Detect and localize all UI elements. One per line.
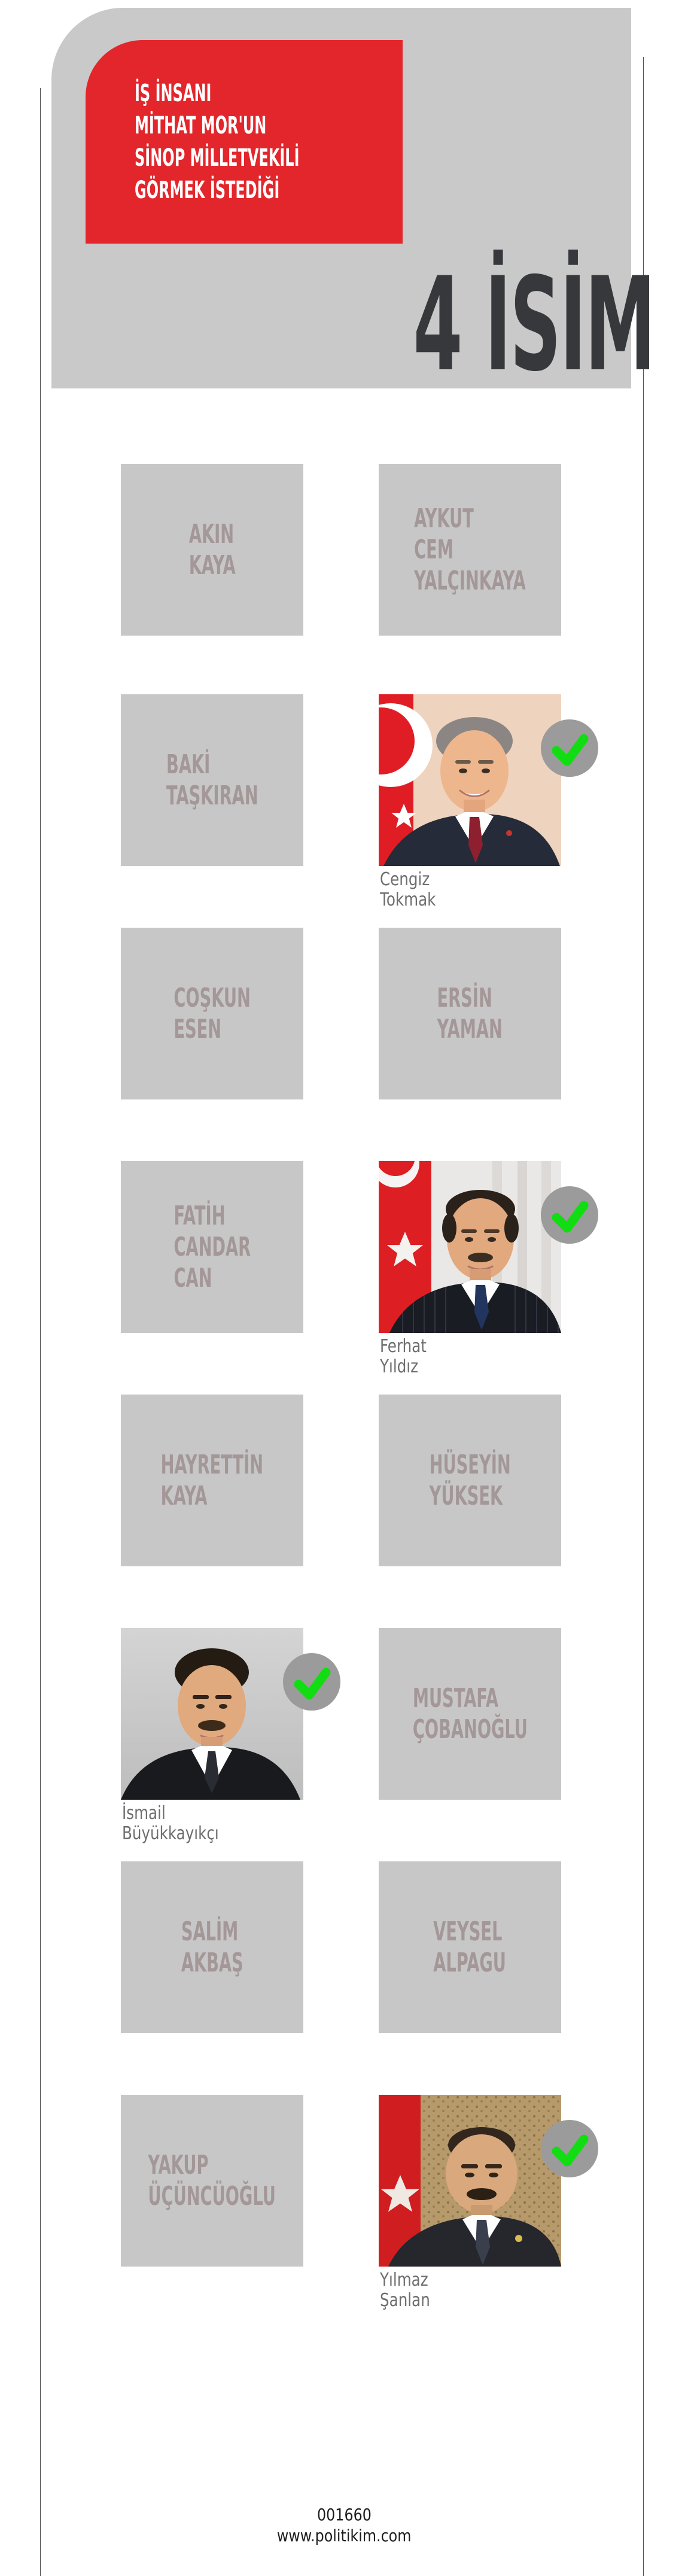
cell-yakup-ucuncuoglu bbox=[121, 2095, 303, 2267]
name-card-akin-kaya bbox=[121, 464, 303, 636]
portrait-ismail-buyukkayikci-image bbox=[121, 1628, 303, 1800]
name-line: ALPAGU bbox=[433, 1947, 507, 1978]
cell-coskun-esen bbox=[121, 928, 303, 1099]
candidate-row bbox=[0, 1628, 688, 1844]
checkmark-icon bbox=[541, 719, 598, 777]
name-line: BAKİ bbox=[166, 749, 210, 780]
approved-check-badge bbox=[283, 1653, 340, 1711]
name-line: HAYRETTİN bbox=[160, 1449, 264, 1480]
name-line: YÜKSEK bbox=[429, 1480, 503, 1511]
name-line: SALİM bbox=[181, 1916, 239, 1947]
caption-line: Yılmaz bbox=[380, 2270, 428, 2291]
cell-ferhat-yildiz bbox=[379, 1161, 561, 1377]
name-line: KAYA bbox=[160, 1480, 208, 1511]
cell-aykut-cem-yalcinkaya bbox=[379, 464, 561, 636]
intro-line: SİNOP MİLLETVEKİLİ bbox=[135, 144, 300, 172]
name-line: AKBAŞ bbox=[181, 1947, 243, 1978]
candidate-row bbox=[0, 1161, 688, 1377]
checkmark-icon bbox=[541, 2120, 598, 2177]
name-line: CANDAR bbox=[173, 1231, 251, 1262]
name-card-yakup-ucuncuoglu bbox=[121, 2095, 303, 2267]
cell-akin-kaya bbox=[121, 464, 303, 636]
cell-salim-akbas bbox=[121, 1861, 303, 2033]
intro-line: GÖRMEK İSTEDİĞİ bbox=[135, 177, 280, 204]
name-line: KAYA bbox=[188, 549, 236, 581]
name-card-aykut-cem-yalcinkaya bbox=[379, 464, 561, 636]
name-line: TAŞKIRAN bbox=[166, 780, 258, 811]
name-line: YAMAN bbox=[437, 1013, 503, 1044]
approved-check-badge bbox=[541, 719, 598, 777]
intro-line: MİTHAT MOR'UN bbox=[135, 112, 267, 139]
caption-line: Büyükkayıkçı bbox=[122, 1823, 219, 1844]
name-line: COŞKUN bbox=[173, 982, 251, 1013]
photo-ferhat-yildiz bbox=[379, 1161, 561, 1333]
name-line: ÜÇÜNCÜOĞLU bbox=[148, 2180, 276, 2212]
photo-yilmaz-sanlan bbox=[379, 2095, 561, 2267]
intro-card bbox=[86, 40, 403, 244]
name-line: ESEN bbox=[173, 1013, 221, 1044]
caption-line: Cengiz bbox=[380, 869, 430, 890]
candidate-row bbox=[0, 464, 688, 636]
name-line: ERSİN bbox=[437, 982, 493, 1013]
caption-line: Yıldız bbox=[380, 1356, 419, 1377]
name-line: YAKUP bbox=[148, 2149, 209, 2180]
candidate-row bbox=[0, 694, 688, 910]
name-card-ersin-yaman bbox=[379, 928, 561, 1099]
portrait-yilmaz-sanlan-image bbox=[379, 2095, 561, 2267]
caption-ferhat-yildiz bbox=[380, 1336, 427, 1377]
name-line: CAN bbox=[173, 1262, 212, 1293]
portrait-cengiz-tokmak-image bbox=[379, 694, 561, 866]
name-line: AKIN bbox=[188, 518, 234, 549]
name-card-mustafa-cobanoglu bbox=[379, 1628, 561, 1800]
name-card-veysel-alpagu bbox=[379, 1861, 561, 2033]
cell-ersin-yaman bbox=[379, 928, 561, 1099]
name-line: MUSTAFA bbox=[412, 1682, 498, 1714]
cell-ismail-buyukkayikci bbox=[121, 1628, 303, 1844]
caption-ismail-buyukkayikci bbox=[122, 1803, 219, 1844]
checkmark-icon bbox=[541, 1186, 598, 1244]
caption-line: Ferhat bbox=[380, 1336, 427, 1357]
cell-hayrettin-kaya bbox=[121, 1395, 303, 1566]
name-line: FATİH bbox=[173, 1200, 226, 1231]
cell-mustafa-cobanoglu bbox=[379, 1628, 561, 1800]
approved-check-badge bbox=[541, 1186, 598, 1244]
name-line: CEM bbox=[414, 534, 454, 565]
name-card-coskun-esen bbox=[121, 928, 303, 1099]
photo-ismail-buyukkayikci bbox=[121, 1628, 303, 1800]
name-line: VEYSEL bbox=[433, 1916, 503, 1947]
candidate-row bbox=[0, 1861, 688, 2033]
name-card-hayrettin-kaya bbox=[121, 1395, 303, 1566]
candidate-row bbox=[0, 1395, 688, 1566]
cell-yilmaz-sanlan bbox=[379, 2095, 561, 2311]
name-line: YALÇINKAYA bbox=[414, 565, 526, 596]
name-card-fatih-candar-can bbox=[121, 1161, 303, 1333]
photo-cengiz-tokmak bbox=[379, 694, 561, 866]
name-line: HÜSEYİN bbox=[429, 1449, 511, 1480]
footer-website bbox=[0, 2528, 688, 2544]
name-card-baki-taskiran bbox=[121, 694, 303, 866]
approved-check-badge bbox=[541, 2120, 598, 2177]
page-title: 4 İSİM bbox=[413, 250, 654, 400]
portrait-ferhat-yildiz-image bbox=[379, 1161, 561, 1333]
caption-line: İsmail bbox=[122, 1803, 166, 1824]
cell-veysel-alpagu bbox=[379, 1861, 561, 2033]
footer-code-text: 001660 bbox=[316, 2505, 372, 2525]
name-card-huseyin-yuksek bbox=[379, 1395, 561, 1566]
checkmark-icon bbox=[283, 1653, 340, 1711]
candidate-row bbox=[0, 928, 688, 1099]
cell-baki-taskiran bbox=[121, 694, 303, 866]
cell-fatih-candar-can bbox=[121, 1161, 303, 1333]
caption-line: Tokmak bbox=[380, 889, 436, 910]
caption-yilmaz-sanlan bbox=[380, 2270, 430, 2311]
caption-line: Şanlan bbox=[380, 2290, 430, 2311]
cell-cengiz-tokmak bbox=[379, 694, 561, 910]
intro-line: İŞ İNSANI bbox=[135, 80, 212, 107]
candidate-row bbox=[0, 2095, 688, 2311]
cell-huseyin-yuksek bbox=[379, 1395, 561, 1566]
name-line: ÇOBANOĞLU bbox=[412, 1714, 528, 1745]
footer-website-text: www.politikim.com bbox=[276, 2526, 412, 2545]
name-line: AYKUT bbox=[414, 503, 474, 534]
footer-code bbox=[0, 2507, 688, 2523]
name-card-salim-akbas bbox=[121, 1861, 303, 2033]
caption-cengiz-tokmak bbox=[380, 870, 436, 910]
intro-text bbox=[135, 77, 300, 206]
